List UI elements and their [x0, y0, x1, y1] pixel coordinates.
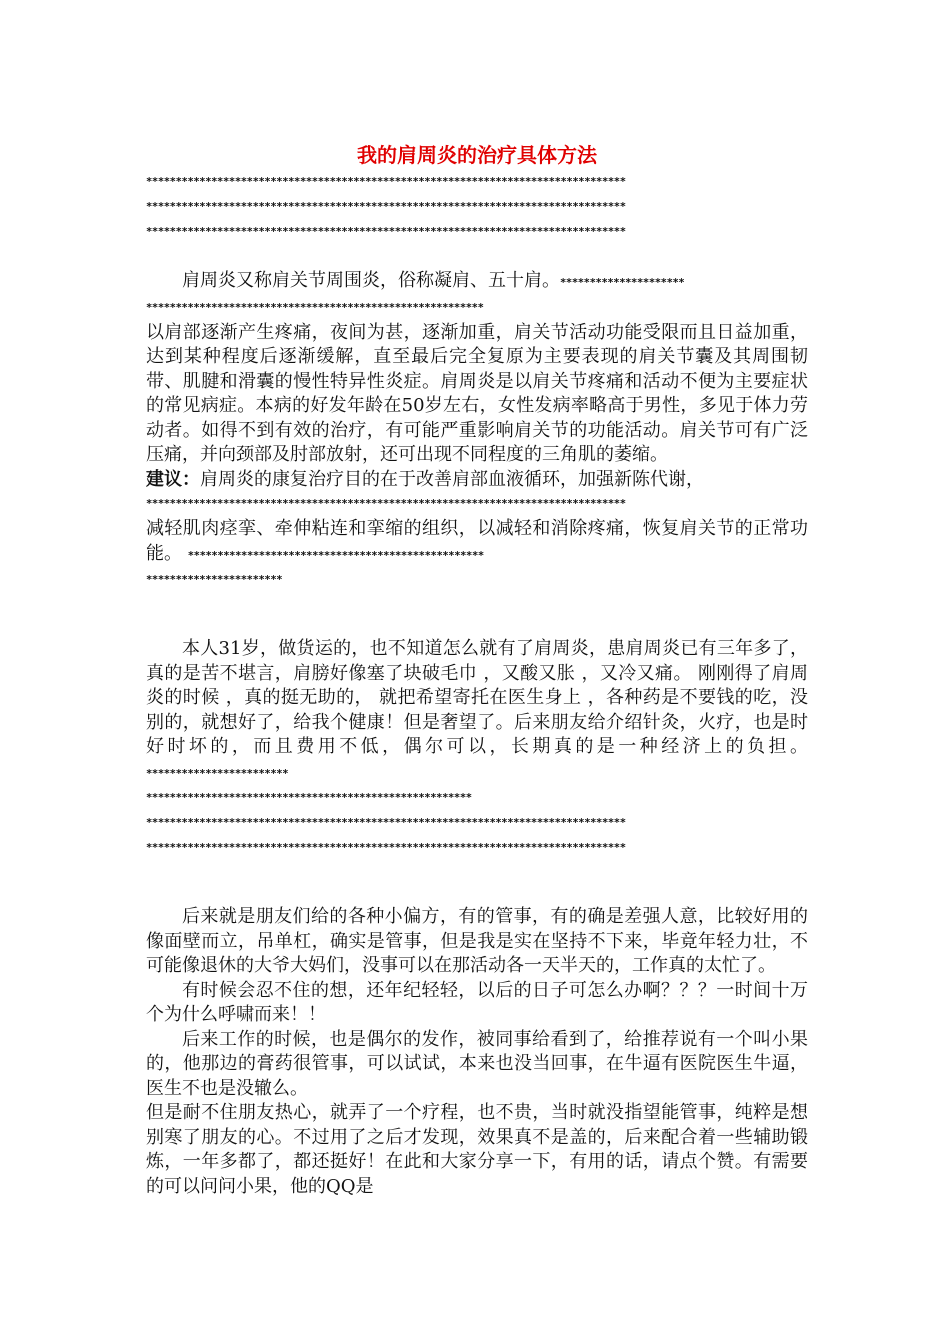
body-paragraph: 后来就是朋友们给的各种小偏方，有的管事，有的确是差强人意，比较好用的像面壁而立，吊单杠，确实是管事，但是我是实在坚持不下来，毕竟年轻力壮，不可能像退休的大爷大妈们，没事可以在那活动各一天半天的，工作真的太忙了。: [146, 906, 808, 976]
document-page: [146, 140, 808, 1199]
spacer: [146, 593, 808, 637]
star-divider: *********************************************************************************: [146, 226, 626, 238]
intro-paragraph: 以肩部逐渐产生疼痛，夜间为甚，逐渐加重，肩关节活动功能受限而且日益加重，达到某种程度后逐渐缓解，直至最后完全复原为主要表现的肩关节囊及其周围韧带、肌腱和滑囊的慢性特异性炎症。肩周炎是以肩关节疼痛和活动不便为主要症状的常见病症。本病的好发年龄在50岁左右，女性发病率略高于男性，多见于体力劳动者。如得不到有效的治疗，有可能严重影响肩关节的功能活动。肩关节可有广泛压痛，并向颈部及肘部放射，还可出现不同程度的三角肌的萎缩。: [146, 321, 808, 465]
story-text: 本人31岁，做货运的，也不知道怎么就有了肩周炎，患肩周炎已有三年多了，真的是苦不堪言，肩膀好像塞了块破毛巾 ，又酸又胀 ，又冷又痛。 刚刚得了肩周炎的时候 ，真的挺无助的， 就把希望寄托在医生身上 ，各种药是不要钱的吃，没别的，就想好了，给我个健康！但是奢望了。后来朋友给介绍针灸，火疗，也是时好时坏的，而且费用不低，偶尔可以，长期真的是一种经济上的负担。: [146, 638, 808, 757]
star-divider: *********************************************************************************: [146, 842, 626, 854]
star-divider: *********************************************************************************: [146, 817, 626, 829]
spacer: [146, 245, 808, 269]
star-divider: *********************************************************************************: [146, 176, 626, 188]
story-paragraph: [146, 637, 808, 786]
advice-text-continued: 减轻肌肉痉挛、牵伸粘连和挛缩的组织，以减轻和消除疼痛，恢复肩关节的正常功能。: [146, 518, 808, 564]
body-paragraph: 有时候会忍不住的想，还年纪轻轻，以后的日子可怎么办啊？？？一时间十万个为什么呼啸而来！！: [146, 979, 808, 1025]
star-divider: *********************************************************: [146, 301, 484, 314]
closing-paragraph: 但是耐不住朋友热心，就弄了一个疗程，也不贵，当时就没指望能管事，纯粹是想别寒了朋友的心。不过用了之后才发现，效果真不是盖的，后来配合着一些辅助锻炼，一年多都了，都还挺好！在此和大家分享一下，有用的话，请点个赞。有需要的可以问问小果，他的QQ是: [146, 1102, 808, 1197]
advice-paragraph: [146, 517, 808, 568]
document-title: 我的肩周炎的治疗具体方法: [357, 143, 597, 167]
intro-lead-text: 肩周炎又称肩关节周围炎，俗称凝肩、五十肩。: [182, 270, 560, 291]
intro-lead-line: [146, 269, 808, 296]
star-run: *********************: [560, 277, 685, 289]
spacer: [146, 861, 808, 905]
star-divider: *********************************************************************************: [146, 201, 626, 213]
body-paragraph: 后来工作的时候，也是偶尔的发作，被同事给看到了，给推荐说有一个叫小果的，他那边的膏药很管事，可以试试，本来也没当回事，在牛逼有医院医生牛逼，医生不也是没辙么。: [146, 1028, 808, 1099]
advice-text: 肩周炎的康复治疗目的在于改善肩部血液循环，加强新陈代谢，: [200, 468, 704, 490]
star-run: ************************: [146, 767, 289, 780]
star-run: **************************************************: [187, 549, 484, 562]
star-divider: *********************************************************************************: [146, 498, 626, 510]
star-divider: *******************************************************: [146, 792, 472, 804]
advice-line: [146, 468, 808, 493]
star-divider: ***********************: [146, 574, 283, 586]
advice-label: 建议：: [146, 468, 200, 490]
